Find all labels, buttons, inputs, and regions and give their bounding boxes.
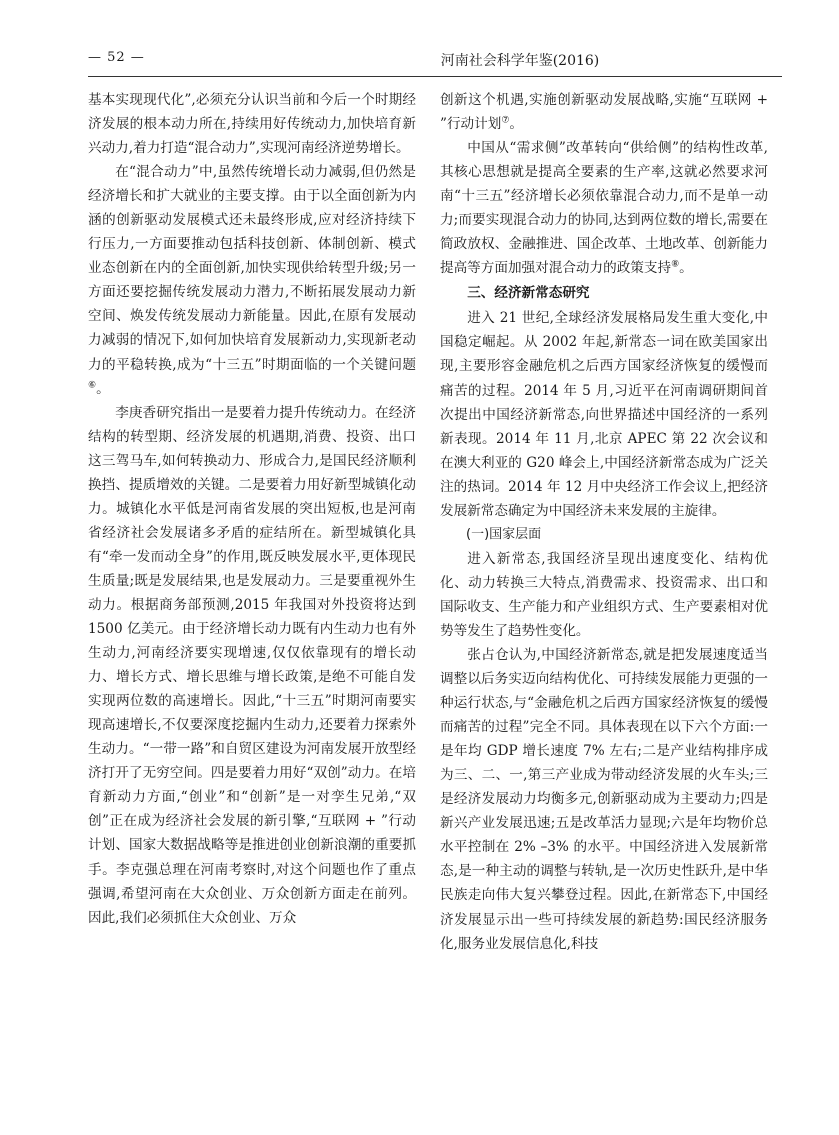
paragraph-text: 中国从“需求侧”改革转向“供给侧”的结构性改革,其核心思想就是提高全要素的生产率,这就必然要求河南“十三五”经济增长必须依靠混合动力,而不是单一动力;而要实现混合动力的协同,达到两位数的增长,需要在简政放权、金融推进、国企改革、土地改革、创新能力提高等方面加强对混合动力的政策支持 — [440, 140, 768, 277]
paragraph-national-level: 进入新常态,我国经济呈现出速度变化、结构优化、动力转换三大特点,消费需求、投资需求、出口和国际收支、生产能力和产业组织方式、生产要素相对优势等发生了趋势性变化。 — [440, 550, 768, 639]
paragraph-supply-side — [440, 136, 768, 280]
header-rule — [88, 76, 782, 77]
page-header — [88, 50, 782, 74]
paragraph-continued: 基本实现现代化”,必须充分认识当前和今后一个时期经济发展的根本动力所在,持续用好传统动力,加快培育新兴动力,着力打造“混合动力”,实现河南经济逆势增长。 — [88, 92, 416, 157]
subsection-heading: (一)国家层面 — [466, 526, 542, 542]
footnote-marker: ⑧ — [671, 259, 680, 270]
section-heading: 三、经济新常态研究 — [467, 285, 590, 302]
paragraph-text: 在“混合动力”中,虽然传统增长动力减弱,但仍然是经济增长和扩大就业的主要支撑。由于以全面创新为内涵的创新驱动发展模式还未最终形成,应对经济持续下行压力,一方面要推动包括科技创新、体制创新、模式业态创新在内的全面创新,加快实现供给转型升级;另一方面还要挖掘传统发展动力潜力,不断拓展发展动力新空间、焕发传统发展动力新能量。因此,在原有发展动力减弱的情况下,如何加快培育发展新动力,实现新老动力的平稳转换,成为“十三五”时期面临的一个关键问题 — [88, 164, 416, 373]
journal-title: 河南社会科学年鉴(2016) — [440, 53, 600, 69]
paragraph-mixed-power — [88, 160, 416, 400]
left-column — [88, 88, 416, 930]
paragraph-zhang-zhancang: 张占仓认为,中国经济新常态,就是把发展速度适当调整以后务实迈向结构优化、可持续发展能力更强的一种运行状态,与“金融危机之后西方国家经济恢复的缓慢而痛苦的过程”完全不同。具体表现在以下六个方面:一是年均 GDP 增长速度 7% 左右;二是产业结构排序成为三、二、一,第三产业成为带动经济发展的火车头;三是经济发展动力均衡多元,创新驱动成为主要动力;四是新兴产业发展迅速;五是改革活力显现;六是年均物价总水平控制在 2% –3% 的水平。中国经济进入发展新常态,是一种主动的调整与转轨,是一次历史性跃升,是中华民族走向伟大复兴攀登过程。因此,在新常态下,中国经济发展显示出一些可持续发展的新趋势:国民经济服务化,服务业发展信息化,科技 — [440, 646, 768, 952]
footnote-marker: ⑦ — [501, 115, 510, 126]
paragraph-end: 。 — [509, 116, 523, 133]
paragraph-new-normal-intro: 进入 21 世纪,全球经济发展格局发生重大变化,中国稳定崛起。从 2002 年起,新常态一词在欧美国家出现,主要形容金融危机之后西方国家经济恢复的缓慢而痛苦的过程。2014 年 5 月,习近平在河南调研期间首次提出中国经济新常态,向世界描述中国经济的一系列新表现。2014 年 11 月,北京 APEC 第 22 次会议和在澳大利亚的 G20 峰会上,中国经济新常态成为广泛关注的热词。2014 年 12 月中央经济工作会议上,把经济发展新常态确定为中国经济未来发展的主旋律。 — [440, 310, 768, 519]
page-number: — 52 — — [88, 50, 145, 65]
right-column — [440, 88, 768, 956]
paragraph-end: 。 — [96, 380, 110, 397]
paragraph-continued — [440, 88, 768, 136]
paragraph-end: 。 — [679, 260, 693, 277]
paragraph-text: 创新这个机遇,实施创新驱动发展战略,实施“互联网 + ”行动计划 — [440, 92, 768, 133]
footnote-marker: ⑥ — [88, 380, 97, 391]
paragraph-li-gengxiang: 李庚香研究指出一是要着力提升传统动力。在经济结构的转型期、经济发展的机遇期,消费、投资、出口这三驾马车,如何转换动力、形成合力,是国民经济顺利换挡、提质增效的关键。二是要着力用好新型城镇化动力。城镇化水平低是河南省发展的突出短板,也是河南省经济社会发展诸多矛盾的症结所在。新型城镇化具有“牵一发而动全身”的作用,既反映发展水平,更体现民生质量;既是发展结果,也是发展动力。三是要重视外生动力。根据商务部预测,2015 年我国对外投资将达到 1500 亿美元。由于经济增长动力既有内生动力也有外生动力,河南经济要实现增速,仅仅依靠现有的增长动力、增长方式、增长思维与增长政策,是绝不可能自发实现两位数的高速增长。因此,“十三五”时期河南要实现高速增长,不仅要深度挖掘内生动力,还要着力探索外生动力。“一带一路”和自贸区建设为河南发展开放型经济打开了无穷空间。四是要着力用好“双创”动力。在培育新动力方面,“创业”和“创新”是一对孪生兄弟,“双创”正在成为经济社会发展的新引擎,“互联网 + ”行动计划、国家大数据战略等是推进创业创新浪潮的重要抓手。李克强总理在河南考察时,对这个问题也作了重点强调,希望河南在大众创业、万众创新方面走在前列。因此,我们必须抓住大众创业、万众 — [88, 404, 416, 926]
